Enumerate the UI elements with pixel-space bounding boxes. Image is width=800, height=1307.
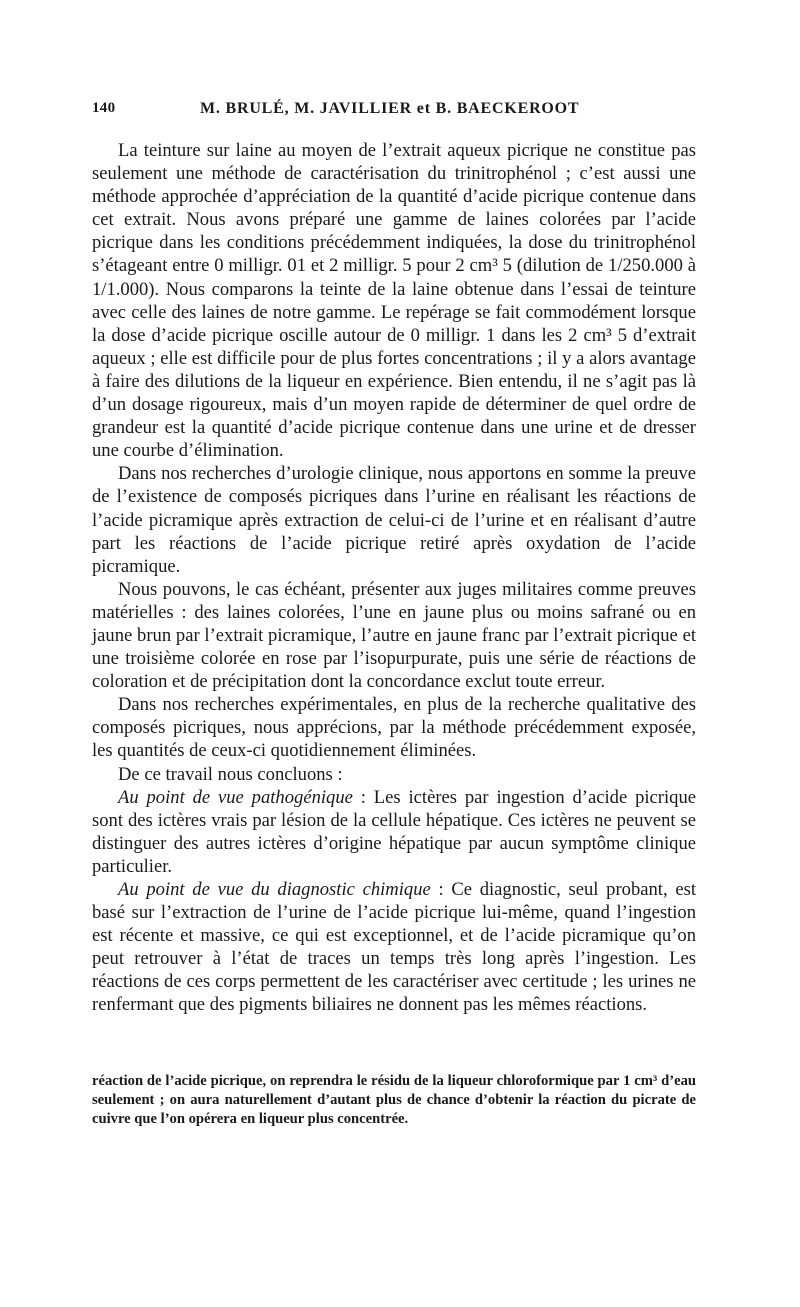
paragraph-material-evidence: Nous pouvons, le cas échéant, présenter aux juges militaires comme preuves matérielles : des laines colorées, l’une en jaune plus ou moins safrané ou en jaune brun par l’extrait picramique, l’autre en jaune franc par l’extrait picrique et une troisième colorée en rose par l’isopurpurate, puis une série de réactions de coloration et de précipitation dont la concordance exclut toute erreur. bbox=[92, 578, 696, 693]
paragraph-pathogenic-conclusion bbox=[92, 786, 696, 878]
page-number: 140 bbox=[92, 100, 116, 116]
paragraph-clinical-urology: Dans nos recherches d’urologie clinique, nous apportons en somme la preuve de l’existence de composés picriques dans l’urine en réalisant les réactions de l’acide picramique après extraction de celui-ci de l’urine et en réalisant d’autre part les réactions de l’acide picrique retiré après oxydation de l’acide picramique. bbox=[92, 463, 696, 577]
paragraph-wool-dyeing: La teinture sur laine au moyen de l’extrait aqueux picrique ne constitue pas seulement une méthode de caractérisation du trinitrophénol ; c’est aussi une méthode approchée d’appréciation de la quantité d’acide picrique contenue dans cet extrait. Nous avons préparé une gamme de laines colorées par l’acide picrique dans les conditions précédemment indiquées, la dose du trinitrophénol s’étageant entre 0 milligr. 01 et 2 milligr. 5 pour 2 cm³ 5 (dilution de 1/250.000 à 1/1.000). Nous comparons la teinte de la laine obtenue dans l’essai de teinture avec celle des laines de notre gamme. Le repérage se fait commodément lorsque la dose d’acide picrique oscille autour de 0 milligr. 1 dans les 2 cm³ 5 d’extrait aqueux ; elle est difficile pour de plus fortes concentrations ; il y a alors avantage à faire des dilutions de la liqueur en expérience. Bien entendu, il ne s’agit pas là d’un dosage rigoureux, mais d’un moyen rapide de déterminer de quel ordre de grandeur est la quantité d’acide picrique contenue dans une urine et de dresser une courbe d’élimination. bbox=[92, 140, 696, 462]
paragraph-experimental-research: Dans nos recherches expérimentales, en plus de la recherche qualitative des composés picriques, nous apprécions, par la méthode précédemment exposée, les quantités de ceux-ci quotidiennement éliminées. bbox=[92, 694, 696, 762]
paragraph-chemical-diagnosis bbox=[92, 878, 696, 1017]
chemical-diagnosis-heading: Au point de vue du diagnostic chimique bbox=[118, 879, 431, 900]
pathogenic-text: : Les ictères par ingestion d’acide picrique sont des ictères vrais par lésion de la cellule hépatique. Ces ictères ne peuvent se distinguer des autres ictères d’origine hépatique par aucun symptôme clinique particulier. bbox=[92, 786, 696, 877]
paragraph-conclusion-intro: De ce travail nous concluons : bbox=[118, 763, 343, 785]
chemical-diagnosis-text: : Ce diagnostic, seul probant, est basé sur l’extraction de l’urine de l’acide picrique lui-même, quand l’ingestion est récente et massive, ce qui est exceptionnel, et de l’acide picramique qu’on peut retrouver à l’état de traces un temps très long après l’ingestion. Les réactions de ces corps permettent de les caractériser avec certitude ; les urines ne renfermant que des pigments biliaires ne donnent pas les mêmes réactions. bbox=[92, 879, 696, 1016]
running-head-authors: M. BRULÉ, M. JAVILLIER et B. BAECKEROOT bbox=[200, 100, 580, 117]
page-header bbox=[92, 100, 696, 124]
footnote bbox=[92, 1072, 696, 1129]
footnote-text: réaction de l’acide picrique, on reprendra le résidu de la liqueur chloroformique par 1 cm³ d’eau seulement ; on aura naturellement d’autant plus de chance d’obtenir la réaction du picrate de cuivre que l’on opérera en liqueur plus concentrée. bbox=[92, 1073, 696, 1127]
main-text bbox=[92, 139, 696, 1017]
pathogenic-heading: Au point de vue pathogénique bbox=[118, 786, 353, 808]
